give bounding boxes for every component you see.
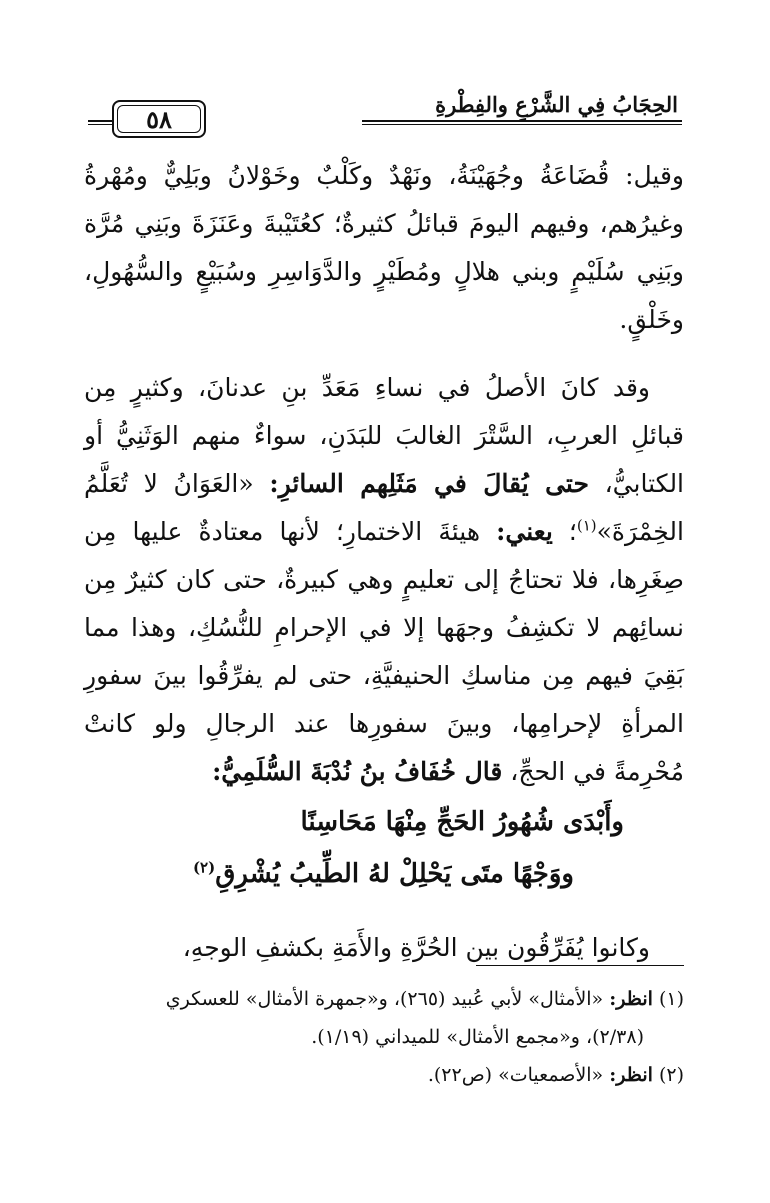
header-rule-right bbox=[362, 120, 682, 125]
text-line: وبَنِي سُلَيْمٍ وبني هلالٍ ومُطَيْرٍ والدَّوَاسِرِ وسُبَيْعٍ والسُّهُولِ، bbox=[84, 257, 684, 286]
text-line: وقيل: قُضَاعَةُ وجُهَيْنَةُ، ونَهْدٌ وكَلْبٌ وخَوْلانُ وبَلِيٌّ ومُهْرةُ bbox=[84, 161, 684, 190]
bold-phrase: يعني: bbox=[496, 517, 553, 546]
poem-verse-2-text: ووَجْهًا متَى يَحْلِلْ لهُ الطِّيبُ يُشْرِقِ bbox=[215, 859, 574, 889]
text-line: بينَ سفورِ المرأةِ لإحرامِها، وبينَ سفورِها عند الرجالِ ولو bbox=[84, 661, 684, 738]
paragraph-2 bbox=[84, 364, 684, 796]
bold-phrase: قال خُفَافُ بنُ نُدْبَةَ السُّلَمِيُّ: bbox=[212, 757, 503, 786]
page-number: ٥٨ bbox=[146, 104, 172, 134]
text-line: صِغَرِها، فلا تحتاجُ إلى تعليمٍ وهي كبيرةٌ، حتى كان كثيرٌ bbox=[125, 565, 684, 594]
text-line: الخِمْرَةَ» bbox=[596, 517, 684, 546]
text-line: كانتْ مُحْرِمةً في الحجِّ، bbox=[84, 709, 684, 786]
footnote-text: «الأصمعيات» (ص٢٢). bbox=[427, 1064, 610, 1086]
text-line: «العَوَانُ لا تُعَلَّمُ bbox=[84, 469, 270, 498]
footnote-1 bbox=[84, 980, 684, 1018]
header-rule-left bbox=[88, 120, 112, 125]
text-line: وهذا مما بَقِيَ فيهم مِن مناسكِ الحنيفيَّةِ، حتى لم يفرِّقُوا bbox=[84, 613, 685, 690]
poem bbox=[84, 796, 684, 900]
text-line: وكانوا يُفَرِّقُون بين الحُرَّةِ والأَمَةِ بكشفِ الوجهِ، bbox=[182, 933, 650, 962]
footnotes bbox=[84, 980, 684, 1094]
page-header bbox=[88, 86, 682, 136]
footnote-label: انظر: bbox=[609, 988, 653, 1010]
poem-verse-1: وأَبْدَى شُهُورُ الحَجِّ مِنْهَا مَحَاسِنًا bbox=[300, 807, 624, 837]
running-title: الحِجَابُ فِي الشَّرْعِ والفِطْرةِ bbox=[435, 92, 678, 117]
text-line: الكتابيُّ، bbox=[588, 469, 685, 498]
footnote-ref-1[interactable]: (١) bbox=[576, 516, 597, 535]
footnote-text: «الأمثال» لأبي عُبيد (٢٦٥)، و«جمهرة الأمثال» للعسكري bbox=[165, 988, 610, 1010]
text-line: وقد كانَ الأصلُ في نساءِ مَعَدِّ بنِ عدنانَ، وكثيرٍ مِن bbox=[84, 373, 650, 402]
paragraph-1 bbox=[84, 152, 684, 344]
footnote-separator bbox=[476, 965, 684, 966]
footnote-number: (٢) bbox=[658, 1064, 684, 1086]
page-number-box bbox=[112, 100, 206, 138]
text-line: هيئةَ الاختمارِ؛ لأنها معتادةٌ عليها مِن bbox=[84, 517, 497, 546]
footnote-2 bbox=[84, 1056, 684, 1094]
bold-phrase: حتى يُقالَ في مَثَلِهم السائرِ: bbox=[269, 469, 589, 498]
footnote-1-continued: (٢/٣٨)، و«مجمع الأمثال» للميداني (١/١٩). bbox=[311, 1026, 644, 1048]
footnote-number: (١) bbox=[658, 988, 684, 1010]
text-line: قبائلِ العربِ، السَّتْرَ الغالبَ للبَدَنِ، سواءٌ منهم الوَثَنِيُّ أو bbox=[84, 421, 684, 450]
text-line: وغيرُهم، وفيهم اليومَ قبائلُ كثيرةٌ؛ كعُتَيْبةَ وعَنَزَةَ وبَنِي مُرَّة bbox=[84, 209, 684, 238]
main-text bbox=[84, 152, 684, 972]
poem-verse-2 bbox=[84, 848, 684, 900]
text-line: ؛ bbox=[552, 517, 577, 546]
text-line: مِن نسائِهم لا تكشِفُ وجهَها إلا في الإحرامِ للنُّسُكِ، bbox=[84, 565, 685, 642]
footnote-ref-2[interactable]: (٢) bbox=[192, 858, 216, 877]
text-line: وخَلْقٍ. bbox=[619, 305, 684, 334]
footnote-label: انظر: bbox=[609, 1064, 653, 1086]
